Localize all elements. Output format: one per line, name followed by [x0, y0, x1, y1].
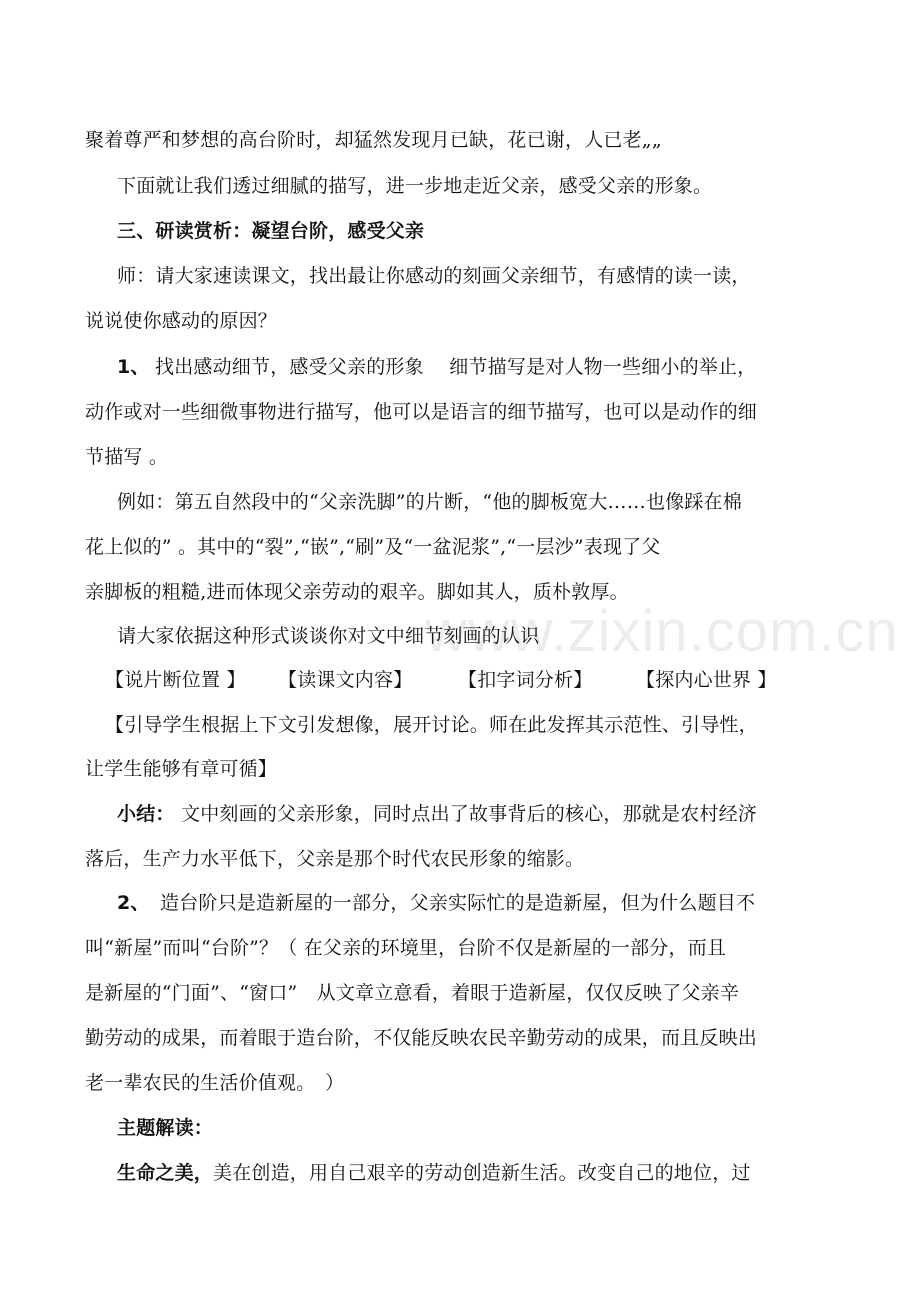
- paragraph-line: 动作或对一些细微事物进行描写，他可以是语言的细节描写，也可以是动作的细: [85, 401, 758, 423]
- paragraph-line: 花上似的” 。其中的“裂”,“嵌”,“刷”及“一盆泥浆”,“一层沙”表现了父: [85, 536, 661, 558]
- list-number: 1、: [117, 356, 150, 378]
- section-heading: 三、研读赏析：凝望台阶，感受父亲: [117, 220, 425, 242]
- paragraph-line: 亲脚板的粗糙,进而体现父亲劳动的艰辛。脚如其人，质朴敦厚。: [85, 581, 629, 603]
- paragraph-line: 让学生能够有章可循】: [85, 758, 278, 780]
- paragraph-line: 师：请大家速读课文，找出最让你感动的刻画父亲细节，有感情的读一读，: [117, 265, 751, 287]
- paragraph-line: 造台阶只是造新屋的一部分，父亲实际忙的是造新屋，但为什么题目不: [160, 892, 756, 914]
- theme-label: 生命之美，: [117, 1162, 214, 1184]
- watermark: www.zixin.com.cn: [425, 599, 899, 664]
- paragraph-line: 请大家依据这种形式谈谈你对文中细节刻画的认识: [117, 625, 540, 647]
- paragraph-line: 【引导学生根据上下文引发想像，展开讨论。师在此发挥其示范性、引导性，: [105, 714, 758, 736]
- paragraph-line: 勤劳动的成果，而着眼于造台阶，不仅能反映农民辛勤劳动的成果，而且反映出: [85, 1027, 758, 1049]
- bracket-item: 【说片断位置 】: [105, 669, 246, 691]
- paragraph-line: 说说使你感动的原因？: [85, 310, 278, 332]
- paragraph-line: 找出感动细节，感受父亲的形象 细节描写是对人物一些细小的举止，: [155, 356, 757, 378]
- paragraph-line: 落后，生产力水平低下，父亲是那个时代农民形象的缩影。: [85, 848, 585, 870]
- paragraph-line: 叫“新屋”而叫“台阶”？（ 在父亲的环境里，台阶不仅是新屋的一部分，而且: [85, 937, 727, 959]
- section-heading: 主题解读：: [117, 1117, 214, 1139]
- bracket-item: 【扣字词分析】: [458, 669, 593, 691]
- bracket-item: 【探内心世界 】: [636, 669, 777, 691]
- bracket-item: 【读课文内容】: [278, 669, 413, 691]
- paragraph-line: 美在创造，用自己艰辛的劳动创造新生活。改变自己的地位，过: [213, 1162, 751, 1184]
- paragraph-line: 是新屋的“门面”、“窗口” 从文章立意看，着眼于造新屋，仅仅反映了父亲辛: [85, 982, 740, 1004]
- list-number: 2、: [117, 892, 150, 914]
- paragraph-line: 文中刻画的父亲形象，同时点出了故事背后的核心，那就是农村经济: [181, 803, 758, 825]
- paragraph-line: 节描写 。: [85, 446, 169, 468]
- paragraph-line: 聚着尊严和梦想的高台阶时，却猛然发现月已缺，花已谢，人已老„„: [85, 129, 662, 151]
- summary-label: 小结：: [117, 803, 175, 825]
- paragraph-line: 下面就让我们透过细腻的描写，进一步地走近父亲，感受父亲的形象。: [117, 175, 713, 197]
- paragraph-line: 例如：第五自然段中的“父亲洗脚”的片断，“他的脚板宽大……也像踩在棉: [117, 491, 742, 513]
- paragraph-line: 老一辈农民的生活价值观。 ）: [85, 1072, 345, 1094]
